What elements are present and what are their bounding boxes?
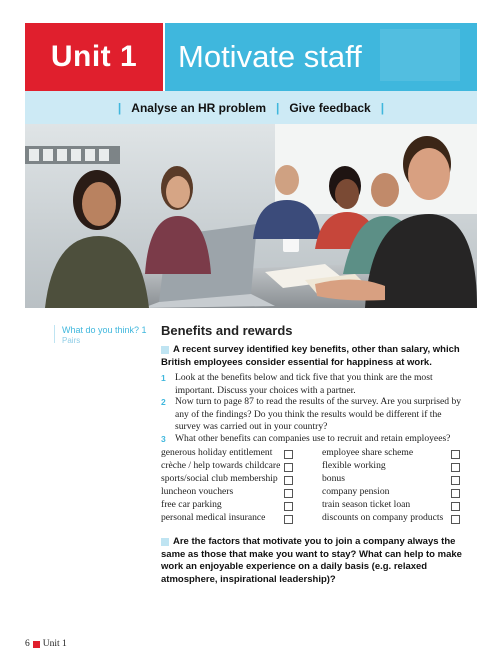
subnav: | Analyse an HR problem | Give feedback | (117, 100, 385, 115)
benefit-checkbox[interactable] (284, 476, 293, 485)
intro-paragraph: A recent survey identified key benefits, other than salary, which British employees consider essential for happiness at work. (161, 344, 460, 368)
benefit-checkbox[interactable] (284, 489, 293, 498)
benefit-checkbox[interactable] (451, 450, 460, 459)
page-footer (25, 639, 67, 649)
exercise-sidebar (54, 325, 166, 343)
office-team-photo (25, 124, 477, 308)
question-number: 3 (161, 434, 166, 444)
question-text: Now turn to page 87 to read the results of the survey. Are you surprised by any of the findings? Do you think the results would be different if the survey was carried out in your country? (175, 396, 462, 432)
benefit-item: crèche / help towards childcare (161, 460, 281, 471)
benefit-checkbox[interactable] (451, 489, 460, 498)
question-number: 2 (161, 397, 166, 407)
footer-unit: Unit 1 (42, 639, 67, 649)
benefit-item: employee share scheme (322, 447, 414, 458)
closing-paragraph: Are the factors that motivate you to join a company always the same as those that make you want to stay? What can help to make work an enjoyable experience on a daily basis (e.g. relaxed atmosphere, inspirational leadership)? (161, 536, 462, 585)
benefit-checkbox[interactable] (451, 463, 460, 472)
benefit-checkbox[interactable] (284, 515, 293, 524)
benefit-checkbox[interactable] (451, 502, 460, 511)
subnav-item-analyse: Analyse an HR problem (131, 100, 266, 115)
benefit-item: train season ticket loan (322, 499, 411, 510)
page-number: 6 (25, 639, 30, 649)
question-text: Look at the benefits below and tick five that you think are the most important. Discuss your choices with a partner. (175, 372, 433, 396)
benefit-item: generous holiday entitlement (161, 447, 273, 458)
benefit-item: bonus (322, 473, 345, 484)
benefit-item: discounts on company products (322, 512, 444, 523)
unit-label: Unit 1 (50, 40, 138, 73)
benefit-item: free car parking (161, 499, 222, 510)
benefit-checkbox[interactable] (451, 515, 460, 524)
benefit-checkbox[interactable] (284, 463, 293, 472)
benefit-checkbox[interactable] (451, 476, 460, 485)
sidebar-mode: Pairs (62, 336, 81, 345)
benefit-item: flexible working (322, 460, 386, 471)
benefit-checkbox[interactable] (284, 450, 293, 459)
footer-square-icon (33, 641, 40, 648)
benefit-item: luncheon vouchers (161, 486, 234, 497)
benefit-item: personal medical insurance (161, 512, 266, 523)
page-title: Motivate staff (178, 39, 362, 74)
benefit-checkbox[interactable] (284, 502, 293, 511)
benefit-item: sports/social club membership (161, 473, 278, 484)
question-text: What other benefits can companies use to recruit and retain employees? (175, 433, 451, 444)
sidebar-question: What do you think? 1 (62, 325, 147, 335)
section-heading: Benefits and rewards (161, 323, 293, 338)
subnav-item-feedback: Give feedback (289, 100, 371, 115)
benefit-item: company pension (322, 486, 390, 497)
question-number: 1 (161, 373, 166, 383)
